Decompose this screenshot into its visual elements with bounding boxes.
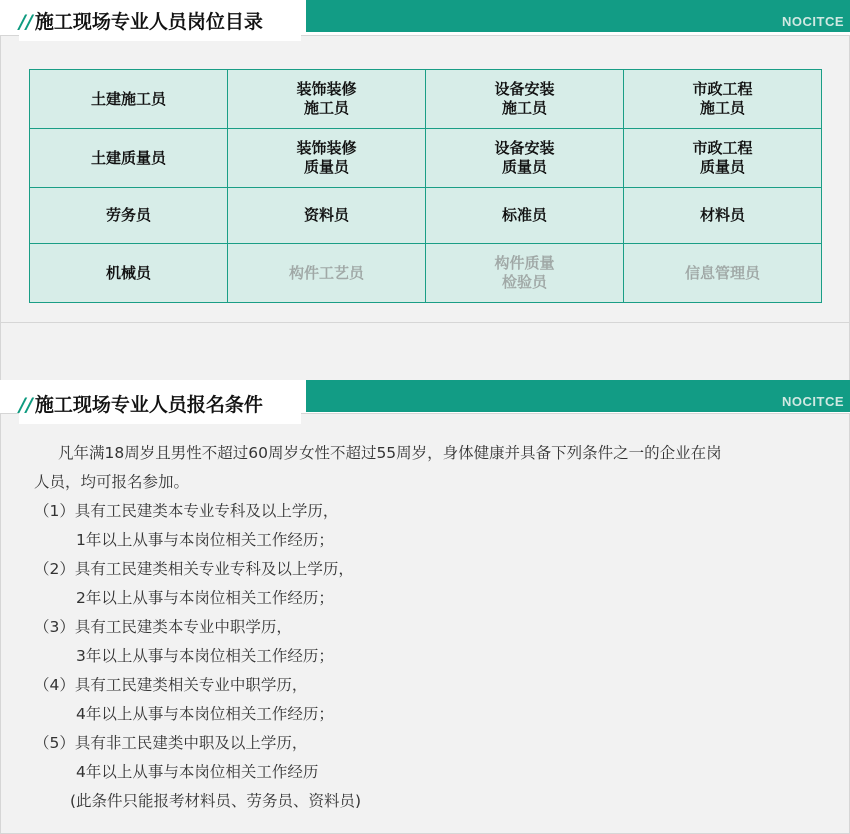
title-slashes-icon: // bbox=[19, 11, 33, 33]
position-cell: 信息管理员 bbox=[624, 244, 822, 303]
title-slashes-icon: // bbox=[19, 394, 33, 416]
conditions-header-bar bbox=[306, 380, 850, 412]
catalog-title-text: 施工现场专业人员岗位目录 bbox=[34, 11, 263, 33]
position-cell: 装饰装修 质量员 bbox=[228, 129, 426, 188]
position-cell: 构件质量 检验员 bbox=[426, 244, 624, 303]
condition-line: 2年以上从事与本岗位相关工作经历； bbox=[76, 589, 334, 607]
position-cell: 市政工程 质量员 bbox=[624, 129, 822, 188]
position-cell: 设备安装 质量员 bbox=[426, 129, 624, 188]
condition-line: (此条件只能报考材料员、劳务员、资料员) bbox=[70, 792, 362, 810]
position-cell: 材料员 bbox=[624, 188, 822, 244]
position-cell: 劳务员 bbox=[30, 188, 228, 244]
table-row bbox=[30, 70, 822, 129]
condition-line: 4年以上从事与本岗位相关工作经历； bbox=[76, 705, 334, 723]
position-cell: 机械员 bbox=[30, 244, 228, 303]
condition-line: （1）具有工民建类本专业专科及以上学历， bbox=[34, 502, 339, 520]
catalog-header-bar bbox=[306, 0, 850, 32]
table-row bbox=[30, 188, 822, 244]
position-cell: 土建施工员 bbox=[30, 70, 228, 129]
position-cell: 标准员 bbox=[426, 188, 624, 244]
position-cell: 装饰装修 施工员 bbox=[228, 70, 426, 129]
table-row bbox=[30, 244, 822, 303]
condition-line: （2）具有工民建类相关专业专科及以上学历， bbox=[34, 560, 354, 578]
catalog-title bbox=[19, 4, 301, 41]
brand-logo: NOCITCE bbox=[782, 14, 844, 29]
position-cell: 土建质量员 bbox=[30, 129, 228, 188]
position-cell: 市政工程 施工员 bbox=[624, 70, 822, 129]
position-catalog-table bbox=[29, 69, 822, 303]
section-gap bbox=[0, 323, 850, 380]
intro-line: 凡年满18周岁且男性不超过60周岁女性不超过55周岁，身体健康并具备下列条件之一的企业在岗 bbox=[58, 444, 722, 462]
condition-line: 3年以上从事与本岗位相关工作经历； bbox=[76, 647, 334, 665]
condition-line: （3）具有工民建类本专业中职学历， bbox=[34, 618, 292, 636]
position-cell: 资料员 bbox=[228, 188, 426, 244]
condition-line: 1年以上从事与本岗位相关工作经历； bbox=[76, 531, 334, 549]
position-cell: 设备安装 施工员 bbox=[426, 70, 624, 129]
condition-line: （4）具有工民建类相关专业中职学历， bbox=[34, 676, 308, 694]
condition-line: （5）具有非工民建类中职及以上学历， bbox=[34, 734, 308, 752]
table-row bbox=[30, 129, 822, 188]
condition-line: 4年以上从事与本岗位相关工作经历 bbox=[76, 763, 319, 781]
conditions-title bbox=[19, 387, 301, 424]
brand-logo: NOCITCE bbox=[782, 394, 844, 409]
conditions-title-text: 施工现场专业人员报名条件 bbox=[34, 394, 263, 416]
position-cell: 构件工艺员 bbox=[228, 244, 426, 303]
intro-line: 人员，均可报名参加。 bbox=[34, 473, 190, 491]
